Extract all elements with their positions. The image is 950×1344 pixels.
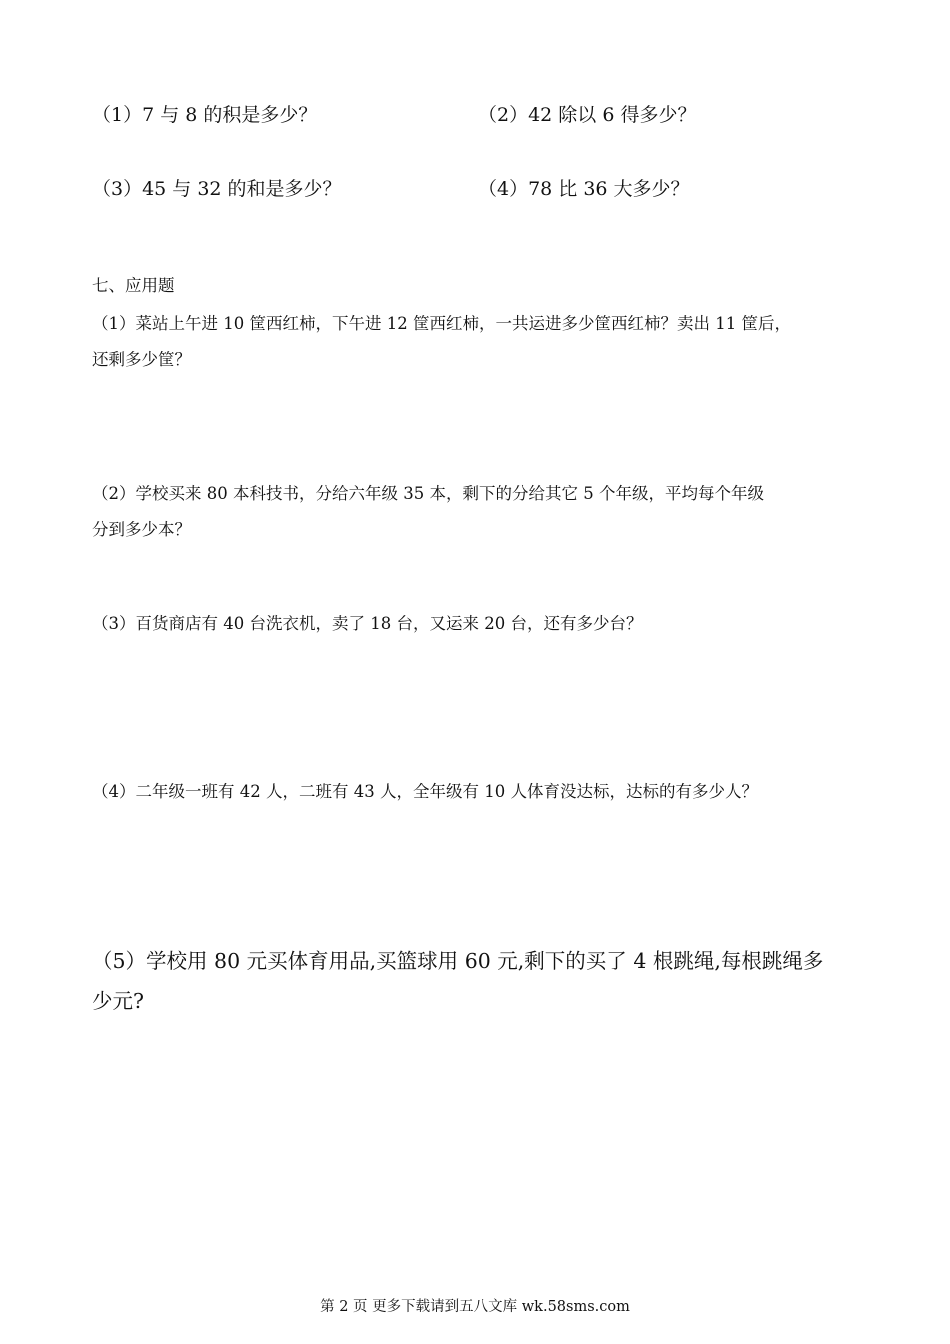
problem-4-line-1: （4）二年级一班有 42 人，二班有 43 人，全年级有 10 人体育没达标，达标的有多少人？ <box>92 782 758 801</box>
page-footer: 第 2 页 更多下载请到五八文库 wk.58sms.com <box>320 1299 630 1315</box>
oral-question-3: （3）45 与 32 的和是多少？ <box>92 178 342 200</box>
oral-question-1: （1）7 与 8 的积是多少？ <box>92 104 318 126</box>
oral-question-4: （4）78 比 36 大多少？ <box>478 178 690 200</box>
oral-question-2: （2）42 除以 6 得多少？ <box>478 104 697 126</box>
problem-5-line-2: 少元? <box>92 989 144 1013</box>
problem-5-line-1: （5）学校用 80 元买体育用品,买篮球用 60 元,剩下的买了 4 根跳绳,每根跳绳多 <box>92 949 824 973</box>
problem-1-line-2: 还剩多少筐？ <box>92 350 191 369</box>
problem-1-line-1: （1）菜站上午进 10 筐西红柿，下午进 12 筐西红柿，一共运进多少筐西红柿？卖出 11 筐后， <box>92 314 791 333</box>
problem-2-line-2: 分到多少本？ <box>92 520 191 539</box>
problem-3-line-1: （3）百货商店有 40 台洗衣机，卖了 18 台，又运来 20 台，还有多少台？ <box>92 614 643 633</box>
section-title: 七、应用题 <box>92 276 175 295</box>
problem-2-line-1: （2）学校买来 80 本科技书，分给六年级 35 本，剩下的分给其它 5 个年级，平均每个年级 <box>92 484 764 503</box>
